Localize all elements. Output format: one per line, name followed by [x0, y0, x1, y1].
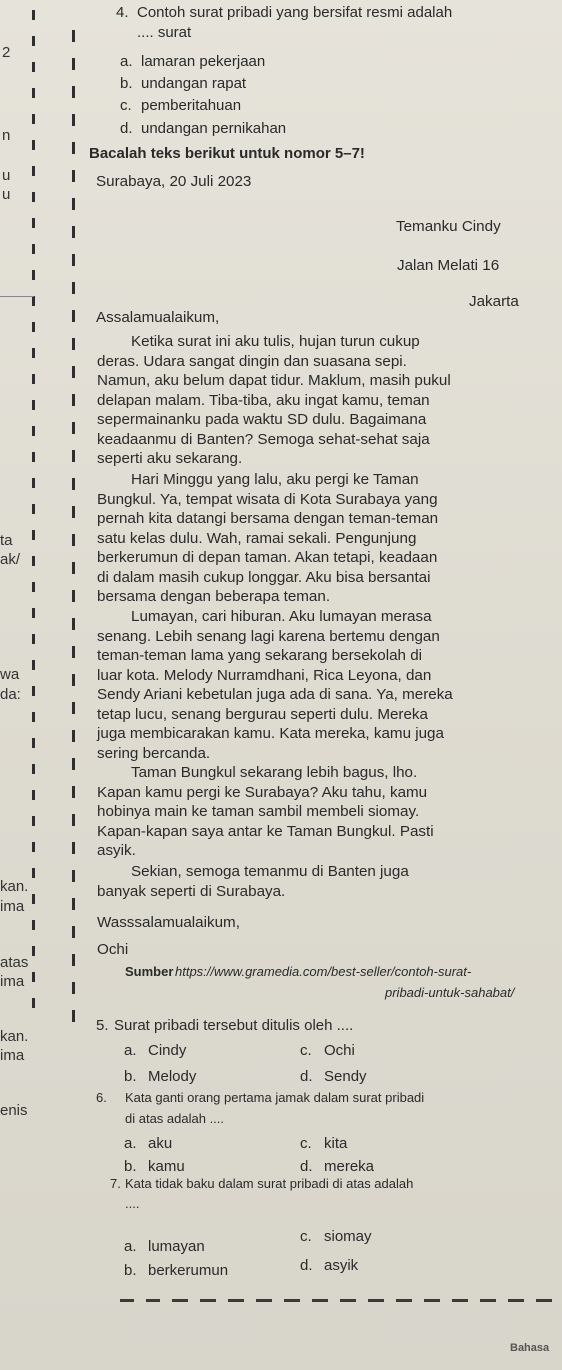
source-url-line2: pribadi-untuk-sahabat/ [385, 985, 515, 1000]
letter-paragraph-5 [97, 862, 542, 901]
paragraph-line: Namun, aku belum dapat tidur. Maklum, masih pukul [97, 372, 451, 389]
option-text: undangan rapat [141, 75, 247, 92]
source-url-line1: https://www.gramedia.com/best-seller/contoh-surat- [175, 964, 472, 979]
question-number: 5. [96, 1017, 109, 1034]
option-text: undangan pernikahan [141, 120, 287, 137]
binding-dashes-left [32, 10, 35, 1010]
paragraph-line: juga membicarakan kamu. Kata mereka, kamu juga [97, 725, 444, 742]
paragraph-line: Kapan kamu pergi ke Surabaya? Aku tahu, kamu [97, 783, 428, 801]
paragraph-line: luar kota. Melody Nurramdhani, Rica Leyona, dan [97, 666, 432, 684]
option-letter: a. [124, 1042, 137, 1059]
paragraph-line: Ketika surat ini aku tulis, hujan turun cukup [131, 333, 420, 350]
margin-fragment: wa [0, 666, 20, 683]
option-letter: b. [124, 1158, 137, 1175]
option-letter: c. [300, 1228, 312, 1245]
letter-greeting: Assalamualaikum, [96, 309, 220, 326]
paragraph-line: sepermainanku pada waktu SD dulu. Bagaimana [97, 411, 427, 428]
option-text: Cindy [148, 1042, 187, 1059]
letter-paragraph-4 [97, 763, 542, 861]
question-text: .... surat [137, 24, 192, 41]
paragraph-line: deras. Udara sangat dingin dan suasana sepi. [97, 352, 407, 370]
option-letter: d. [120, 120, 133, 137]
option-letter: c. [300, 1135, 312, 1152]
option-text: lumayan [148, 1238, 205, 1255]
paragraph-line: asyik. [97, 842, 136, 859]
margin-fragment: u [2, 186, 11, 203]
option-text: asyik [324, 1257, 359, 1274]
paragraph-line: sering bercanda. [97, 744, 211, 762]
question-text: Kata tidak baku dalam surat pribadi di atas adalah [125, 1176, 414, 1191]
option-letter: b. [124, 1262, 137, 1279]
margin-fragment: ta [0, 532, 13, 549]
letter-paragraph-1 [97, 332, 542, 469]
option-letter: c. [300, 1042, 312, 1059]
footer-label: Bahasa [510, 1342, 550, 1354]
paragraph-line: Sendy Ariani kebetulan juga ada di sana. Ya, mereka [97, 686, 453, 703]
paragraph-line: keadaanmu di Banten? Semoga sehat-sehat saja [97, 430, 430, 448]
option-text: mereka [324, 1158, 375, 1175]
margin-fragment: kan. [0, 878, 29, 895]
margin-fragment: ak/ [0, 551, 21, 568]
letter-closing: Wasssalamualaikum, [97, 914, 240, 931]
option-letter: a. [120, 53, 133, 70]
paragraph-line: teman-teman lama yang sekarang bersekolah di [97, 647, 423, 664]
margin-fragment: ima [0, 898, 25, 915]
question-number: 4. [116, 4, 129, 21]
letter-place-date: Surabaya, 20 Juli 2023 [96, 173, 252, 190]
margin-fragment: enis [0, 1102, 28, 1119]
paragraph-line: seperti aku sekarang. [97, 450, 243, 467]
paragraph-line: Kapan-kapan saya antar ke Taman Bungkul. Pasti [97, 822, 434, 840]
paragraph-line: bersama dengan beberapa teman. [97, 588, 331, 605]
binding-dashes-mid [72, 30, 75, 1030]
margin-fragment: atas [0, 954, 29, 971]
margin-fragment: u [2, 167, 11, 184]
option-text: pemberitahuan [141, 97, 242, 114]
paragraph-line: banyak seperti di Surabaya. [97, 882, 286, 900]
option-letter: d. [300, 1068, 313, 1085]
letter-paragraph-2 [97, 470, 542, 607]
question-number: 6. [96, 1090, 107, 1105]
option-letter: b. [124, 1068, 137, 1085]
question-text: Contoh surat pribadi yang bersifat resmi adalah [137, 4, 453, 21]
paragraph-line: di dalam masih cukup longgar. Aku bisa bersantai [97, 568, 431, 586]
option-text: Ochi [324, 1042, 355, 1059]
option-letter: a. [124, 1238, 137, 1255]
letter-city: Jakarta [469, 293, 519, 310]
paragraph-line: Bungkul. Ya, tempat wisata di Kota Surabaya yang [97, 490, 438, 508]
paragraph-line: pernah kita datangi bersama dengan teman-teman [97, 510, 439, 527]
option-text: siomay [324, 1228, 372, 1245]
paragraph-line: Lumayan, cari hiburan. Aku lumayan merasa [131, 608, 432, 625]
paragraph-line: hobinya main ke taman sambil membeli siomay. [97, 803, 420, 820]
option-letter: b. [120, 75, 133, 92]
letter-address: Jalan Melati 16 [397, 257, 500, 274]
question-text: Surat pribadi tersebut ditulis oleh .... [114, 1017, 354, 1034]
paragraph-line: berkerumun di depan taman. Akan tetapi, keadaan [97, 549, 438, 566]
question-text: di atas adalah .... [125, 1111, 225, 1126]
option-text: kamu [148, 1158, 185, 1175]
option-letter: a. [124, 1135, 137, 1152]
paragraph-line: delapan malam. Tiba-tiba, aku ingat kamu, teman [97, 391, 430, 409]
question-number: 7. [110, 1176, 121, 1191]
option-text: berkerumun [148, 1262, 229, 1279]
source-label: Sumber [125, 964, 174, 979]
letter-paragraph-3 [97, 607, 542, 763]
margin-fragment: kan. [0, 1028, 29, 1045]
letter-recipient: Temanku Cindy [396, 218, 501, 235]
paragraph-line: Sekian, semoga temanmu di Banten juga [131, 863, 409, 880]
option-text: aku [148, 1135, 173, 1152]
option-text: Melody [148, 1068, 197, 1085]
letter-signature: Ochi [97, 941, 129, 958]
option-letter: c. [120, 97, 132, 114]
question-text: Kata ganti orang pertama jamak dalam surat pribadi [125, 1090, 425, 1105]
option-letter: d. [300, 1257, 313, 1274]
margin-fragment: ima [0, 1047, 25, 1064]
paragraph-line: senang. Lebih senang lagi karena bertemu dengan [97, 627, 440, 645]
reading-instruction: Bacalah teks berikut untuk nomor 5–7! [89, 145, 365, 162]
bottom-dashed-divider [0, 1299, 562, 1303]
paragraph-line: satu kelas dulu. Wah, ramai sekali. Pengunjung [97, 529, 417, 547]
margin-fragment: ima [0, 973, 25, 990]
paragraph-line: Hari Minggu yang lalu, aku pergi ke Taman [131, 471, 419, 488]
option-letter: d. [300, 1158, 313, 1175]
paragraph-line: tetap lucu, senang bergurau seperti dulu. Mereka [97, 705, 428, 723]
margin-fragment: da: [0, 686, 21, 703]
option-text: lamaran pekerjaan [141, 53, 266, 70]
option-text: kita [324, 1135, 348, 1152]
margin-fragment: 2 [2, 44, 11, 61]
margin-fragment: n [2, 127, 11, 144]
paragraph-line: Taman Bungkul sekarang lebih bagus, lho. [131, 764, 418, 781]
question-text: .... [125, 1196, 140, 1211]
option-text: Sendy [324, 1068, 367, 1085]
left-border-line [0, 296, 34, 297]
